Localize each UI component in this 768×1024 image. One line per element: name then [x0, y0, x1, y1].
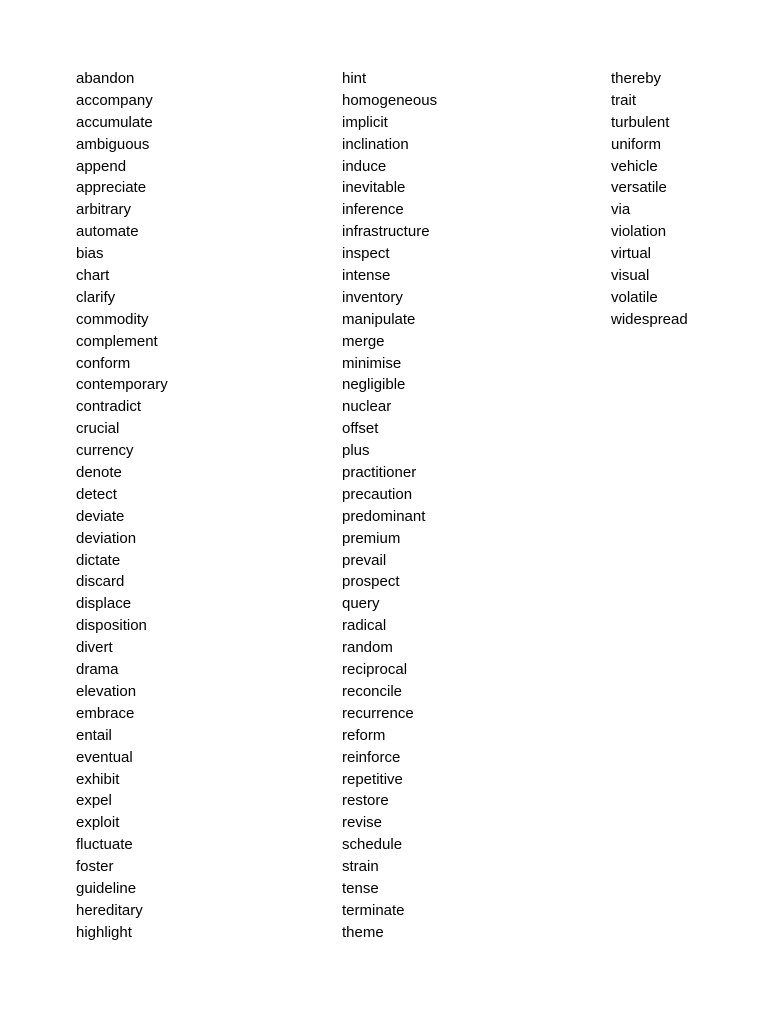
word-item: homogeneous	[342, 91, 438, 109]
word-item: inventory	[342, 288, 403, 306]
word-item: entail	[76, 726, 112, 744]
word-item: implicit	[342, 113, 388, 131]
word-item: fluctuate	[76, 836, 133, 854]
word-item: recurrence	[342, 704, 414, 722]
word-item: restore	[342, 792, 389, 810]
word-item: detect	[76, 485, 117, 503]
word-item: expel	[76, 792, 112, 810]
word-item: strain	[342, 858, 379, 876]
word-item: random	[342, 639, 393, 657]
word-column-2	[342, 68, 437, 944]
word-item: premium	[342, 529, 401, 547]
word-item: drama	[76, 661, 119, 679]
word-item: hereditary	[76, 901, 143, 919]
word-item: via	[611, 201, 631, 219]
word-item: ambiguous	[76, 135, 150, 153]
word-item: nuclear	[342, 398, 392, 416]
word-item: inference	[342, 201, 404, 219]
word-item: inspect	[342, 245, 390, 263]
word-item: appreciate	[76, 179, 147, 197]
word-item: exhibit	[76, 770, 120, 788]
word-item: revise	[342, 814, 383, 832]
word-item: reciprocal	[342, 661, 408, 679]
word-item: trait	[611, 91, 637, 109]
word-item: schedule	[342, 836, 403, 854]
word-item: discard	[76, 573, 125, 591]
word-item: widespread	[611, 310, 688, 328]
word-item: prospect	[342, 573, 400, 591]
word-item: prevail	[342, 551, 387, 569]
word-item: clarify	[76, 288, 116, 306]
word-item: query	[342, 595, 380, 613]
word-item: theme	[342, 923, 384, 941]
word-item: commodity	[76, 310, 149, 328]
word-item: radical	[342, 617, 387, 635]
word-item: virtual	[611, 245, 652, 263]
word-item: conform	[76, 354, 131, 372]
word-item: elevation	[76, 682, 137, 700]
word-item: reform	[342, 726, 386, 744]
word-item: intense	[342, 267, 391, 285]
word-item: negligible	[342, 376, 406, 394]
word-item: inclination	[342, 135, 409, 153]
word-item: eventual	[76, 748, 133, 766]
word-item: infrastructure	[342, 223, 430, 241]
word-item: uniform	[611, 135, 662, 153]
word-item: crucial	[76, 420, 120, 438]
word-item: disposition	[76, 617, 147, 635]
word-item: plus	[342, 442, 370, 460]
word-item: guideline	[76, 879, 137, 897]
word-item: versatile	[611, 179, 667, 197]
word-item: currency	[76, 442, 134, 460]
word-item: divert	[76, 639, 113, 657]
word-item: reconcile	[342, 682, 403, 700]
word-item: turbulent	[611, 113, 670, 131]
word-item: exploit	[76, 814, 120, 832]
word-item: bias	[76, 245, 104, 263]
word-item: reinforce	[342, 748, 401, 766]
word-item: practitioner	[342, 464, 417, 482]
word-item: displace	[76, 595, 132, 613]
word-column-3	[611, 68, 688, 331]
word-item: manipulate	[342, 310, 416, 328]
word-item: offset	[342, 420, 379, 438]
word-item: append	[76, 157, 127, 175]
word-item: vehicle	[611, 157, 658, 175]
word-item: visual	[611, 267, 650, 285]
word-item: highlight	[76, 923, 132, 941]
word-column-1	[76, 68, 168, 944]
word-item: induce	[342, 157, 387, 175]
word-item: deviate	[76, 507, 125, 525]
word-item: terminate	[342, 901, 405, 919]
word-item: hint	[342, 70, 367, 87]
word-item: dictate	[76, 551, 121, 569]
word-item: repetitive	[342, 770, 403, 788]
word-item: tense	[342, 879, 379, 897]
word-item: inevitable	[342, 179, 406, 197]
word-item: volatile	[611, 288, 658, 306]
word-item: deviation	[76, 529, 137, 547]
word-item: minimise	[342, 354, 402, 372]
word-item: predominant	[342, 507, 426, 525]
word-item: denote	[76, 464, 122, 482]
word-item: precaution	[342, 485, 413, 503]
word-item: accumulate	[76, 113, 153, 131]
word-item: accompany	[76, 91, 153, 109]
word-item: contradict	[76, 398, 142, 416]
word-item: complement	[76, 332, 158, 350]
word-item: foster	[76, 858, 114, 876]
word-item: contemporary	[76, 376, 168, 394]
word-item: thereby	[611, 70, 662, 87]
word-item: abandon	[76, 70, 135, 87]
word-item: automate	[76, 223, 139, 241]
word-item: embrace	[76, 704, 135, 722]
word-item: arbitrary	[76, 201, 132, 219]
word-item: violation	[611, 223, 667, 241]
word-item: merge	[342, 332, 385, 350]
word-item: chart	[76, 267, 110, 285]
